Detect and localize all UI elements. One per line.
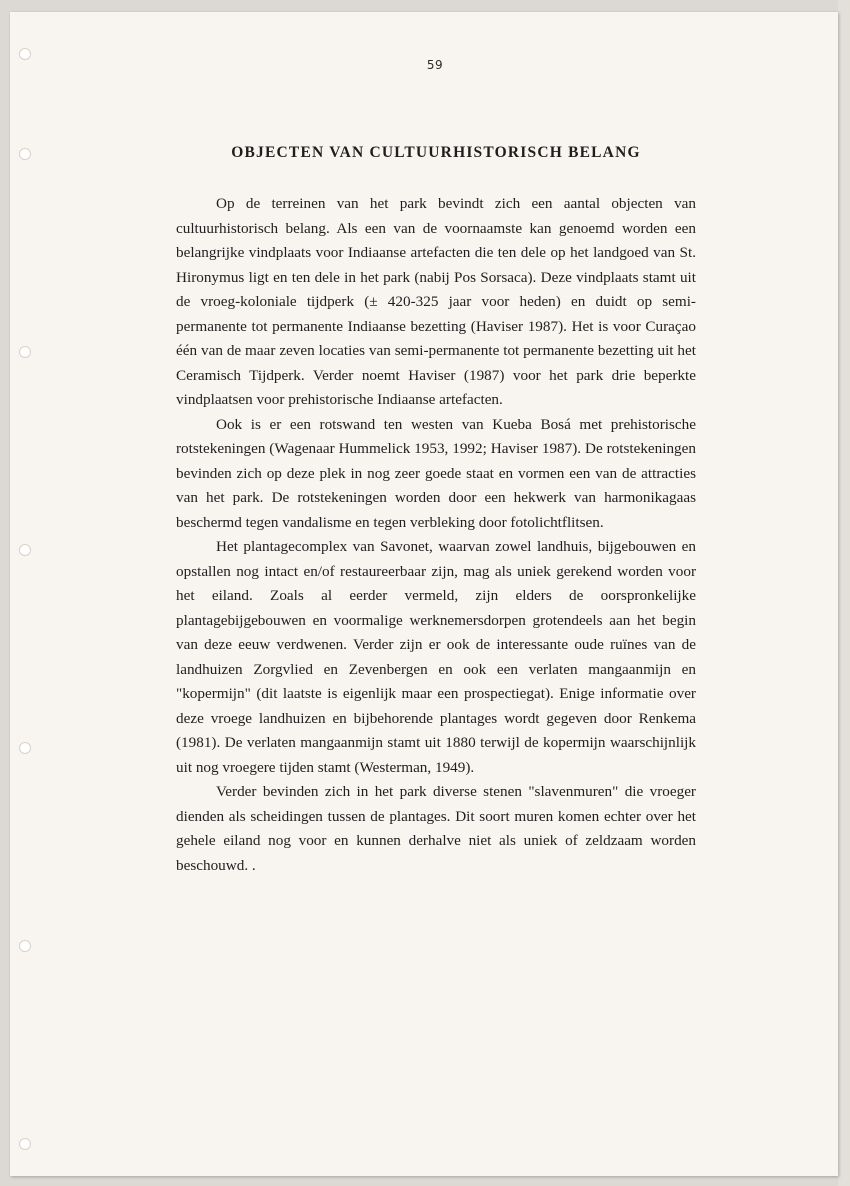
- punch-hole: [19, 346, 31, 358]
- punch-hole: [19, 544, 31, 556]
- punch-hole: [19, 1138, 31, 1150]
- paragraph: Het plantagecomplex van Savonet, waarvan zowel landhuis, bijgebouwen en opstallen nog intact en/of restaureerbaar zijn, mag als uniek gerekend worden voor het eiland. Zoals al eerder vermeld, zijn elders de oorspronkelijke plantagebijgebouwen en voormalige werknemersdorpen grotendeels aan het begin van deze eeuw verdwenen. Verder zijn er ook de interessante oude ruïnes van de landhuizen Zorgvlied en Zevenbergen en ook een verlaten mangaanmijn en "kopermijn" (dit laatste is eigenlijk maar een prospectiegat). Enige informatie over deze vroege landhuizen en bijbehorende plantages wordt gegeven door Renkema (1981). De verlaten mangaanmijn stamt uit 1880 terwijl de kopermijn waarschijnlijk uit nog vroegere tijden stamt (Westerman, 1949).: [176, 538, 696, 776]
- punch-hole: [19, 148, 31, 160]
- paragraph: Op de terreinen van het park bevindt zich een aantal objecten van cultuurhistorisch belang. Als een van de voornaamste kan genoemd worden een belangrijke vindplaats voor Indiaanse artefacten die ten dele op het landgoed van St. Hironymus ligt en ten dele in het park (nabij Pos Sorsaca). Deze vindplaats stamt uit de vroeg-koloniale tijdperk (± 420-325 jaar voor heden) en duidt op semi-permanente tot permanente Indiaanse bezetting (Haviser 1987). Het is voor Curaçao één van de maar zeven locaties van semi-permanente tot permanente bezetting uit het Ceramisch Tijdperk. Verder noemt Haviser (1987) voor het park drie beperkte vindplaatsen voor prehistorische Indiaanse artefacten.: [176, 195, 696, 408]
- page-number: 59: [426, 58, 444, 72]
- punch-hole: [19, 940, 31, 952]
- paragraph: Ook is er een rotswand ten westen van Kueba Bosá met prehistorische rotstekeningen (Wagenaar Hummelick 1953, 1992; Haviser 1987). De rotstekeningen bevinden zich op deze plek in nog zeer goede staat en vormen een van de attracties van het park. De rotstekeningen worden door een hekwerk van harmonikagaas beschermd tegen vandalisme en tegen verbleking door fotolichtflitsen.: [176, 415, 696, 531]
- scanner-background: [838, 0, 850, 1186]
- body-text: [176, 192, 696, 878]
- page-title: OBJECTEN VAN CULTUURHISTORISCH BELANG: [231, 144, 641, 161]
- paragraph: Verder bevinden zich in het park diverse stenen "slavenmuren" die vroeger dienden als scheidingen tussen de plantages. Dit soort muren komen echter over het gehele eiland nog voor en kunnen derhalve niet als uniek of zeldzaam worden beschouwd. .: [176, 783, 696, 874]
- punch-hole: [19, 742, 31, 754]
